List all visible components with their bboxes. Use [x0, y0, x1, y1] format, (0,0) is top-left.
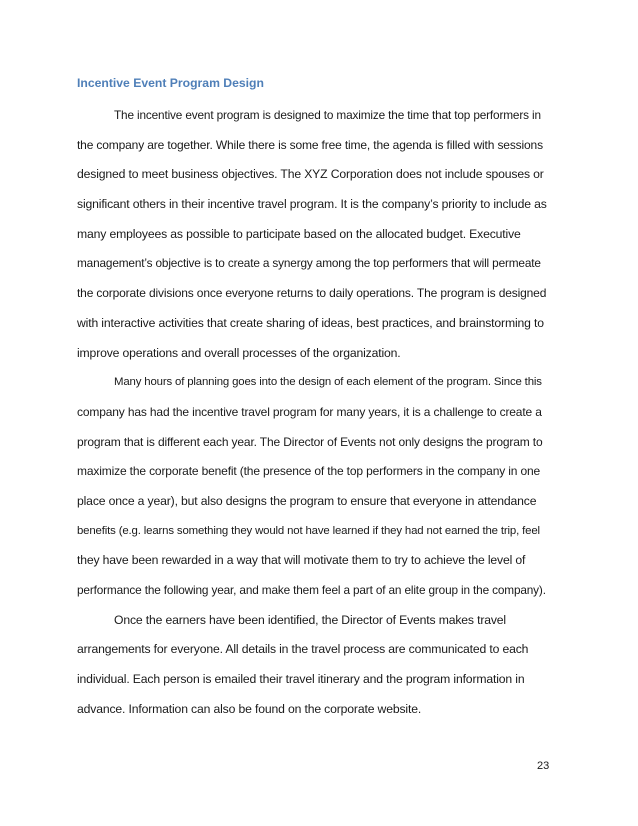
text-line: arrangements for everyone. All details in the travel process are communicated to each [77, 642, 529, 657]
text-line: Once the earners have been identified, the Director of Events makes travel [114, 612, 506, 627]
text-line: many employees as possible to participate based on the allocated budget. Executive [77, 226, 521, 241]
text-line: management’s objective is to create a synergy among the top performers that will permeate [77, 256, 541, 271]
text-line: company has had the incentive travel program for many years, it is a challenge to create a [77, 404, 542, 419]
body-text [77, 101, 547, 724]
text-line: significant others in their incentive travel program. It is the company’s priority to include as [77, 197, 547, 212]
text-line: program that is different each year. The Director of Events not only designs the program to [77, 434, 543, 449]
text-line: advance. Information can also be found on the corporate website. [77, 701, 422, 716]
text-line: the corporate divisions once everyone returns to daily operations. The program is designed [77, 286, 547, 301]
text-line: maximize the corporate benefit (the presence of the top performers in the company in one [77, 464, 541, 479]
text-line: the company are together. While there is some free time, the agenda is filled with sessions [77, 137, 543, 152]
text-line: designed to meet business objectives. The XYZ Corporation does not include spouses or [77, 167, 544, 182]
page-number: 23 [537, 760, 550, 772]
text-line: performance the following year, and make them feel a part of an elite group in the company). [77, 583, 546, 597]
text-line: with interactive activities that create sharing of ideas, best practices, and brainstorming to [77, 315, 544, 330]
text-line: improve operations and overall processes of the organization. [77, 345, 401, 360]
text-line: Many hours of planning goes into the design of each element of the program. Since this [114, 376, 542, 389]
text-line: place once a year), but also designs the program to ensure that everyone in attendance [77, 493, 537, 508]
section-heading: Incentive Event Program Design [77, 76, 264, 90]
text-line: benefits (e.g. learns something they would not have learned if they had not earned the trip, feel [77, 524, 540, 537]
text-line: The incentive event program is designed to maximize the time that top performers in [114, 108, 541, 122]
text-line: they have been rewarded in a way that will motivate them to try to achieve the level of [77, 553, 526, 568]
text-line: individual. Each person is emailed their travel itinerary and the program information in [77, 672, 525, 687]
